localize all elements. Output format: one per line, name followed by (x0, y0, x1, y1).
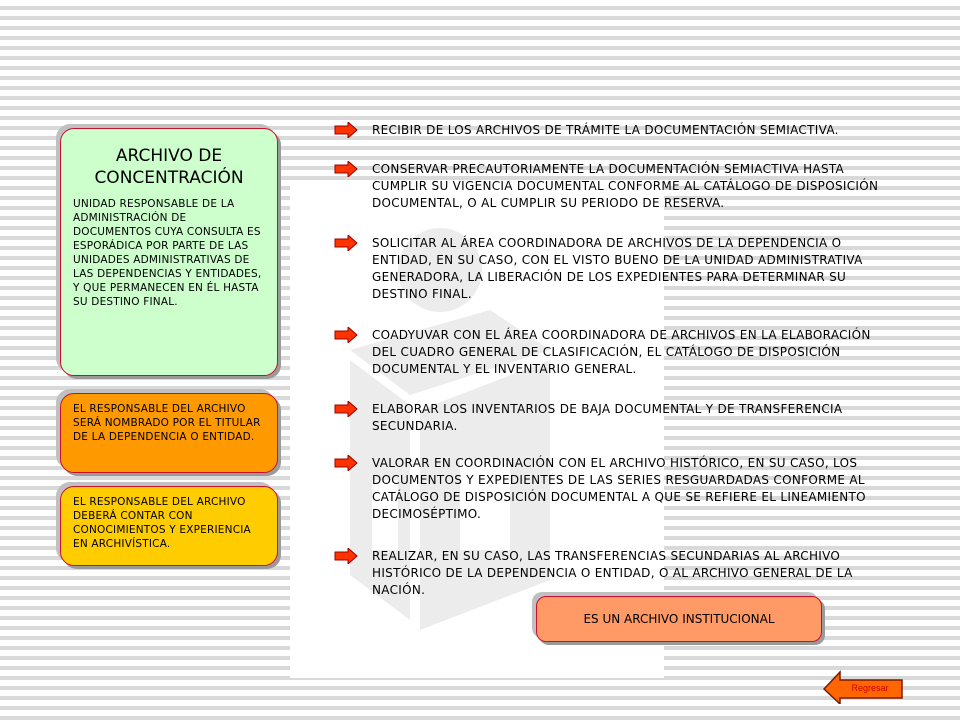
red-arrow-icon (334, 122, 358, 138)
function-item (334, 235, 894, 303)
card-title: ARCHIVO DE CONCENTRACIÓN (94, 146, 244, 188)
red-arrow-icon (334, 401, 358, 417)
function-item (334, 548, 894, 599)
function-text: SOLICITAR AL ÁREA COORDINADORA DE ARCHIVOS DE LA DEPENDENCIA O ENTIDAD, EN SU CASO, CON EL VISTO BUENO DE LA UNIDAD ADMINISTRATIVA GENERADORA, LA LIBERACIÓN DE LOS EXPEDIENTES PARA DETERMINAR SU DESTINO FINAL. (372, 236, 863, 301)
red-arrow-icon (334, 548, 358, 564)
card-description: EL RESPONSABLE DEL ARCHIVO DEBERÁ CONTAR CON CONOCIMIENTOS Y EXPERIENCIA EN ARCHIVÍSTICA. (73, 496, 251, 550)
card-description: EL RESPONSABLE DEL ARCHIVO SERÁ NOMBRADO POR EL TITULAR DE LA DEPENDENCIA O ENTIDAD. (73, 403, 261, 443)
function-item (334, 327, 894, 378)
red-arrow-icon (334, 235, 358, 251)
function-text: REALIZAR, EN SU CASO, LAS TRANSFERENCIAS SECUNDARIAS AL ARCHIVO HISTÓRICO DE LA DEPENDENCIA O ENTIDAD, O AL ARCHIVO GENERAL DE LA NACIÓN. (372, 549, 853, 597)
back-button-label: Regresar (851, 683, 889, 693)
function-text: CONSERVAR PRECAUTORIAMENTE LA DOCUMENTACIÓN SEMIACTIVA HASTA CUMPLIR SU VIGENCIA DOCUMENTAL CONFORME AL CATÁLOGO DE DISPOSICIÓN DOCUMENTAL, O AL CUMPLIR SU PERIODO DE RESERVA. (372, 162, 879, 210)
red-arrow-icon (334, 455, 358, 471)
function-item (334, 455, 894, 523)
concentration-archive-card (60, 128, 278, 376)
responsible-experience-card (60, 486, 278, 566)
red-arrow-icon (334, 161, 358, 177)
function-item (334, 161, 894, 212)
function-text: VALORAR EN COORDINACIÓN CON EL ARCHIVO HISTÓRICO, EN SU CASO, LOS DOCUMENTOS Y EXPEDIENTES DE LAS SERIES RESGUARDADAS CONFORME AL CATÁLOGO DE DISPOSICIÓN DOCUMENTAL A QUE SE REFIERE EL LINEAMIENTO DECIMOSÉPTIMO. (372, 456, 866, 521)
function-item (334, 401, 894, 435)
red-arrow-icon (334, 327, 358, 343)
back-button[interactable] (822, 670, 904, 704)
responsible-appointment-card (60, 393, 278, 473)
function-text: ELABORAR LOS INVENTARIOS DE BAJA DOCUMENTAL Y DE TRANSFERENCIA SECUNDARIA. (372, 402, 843, 433)
function-text: RECIBIR DE LOS ARCHIVOS DE TRÁMITE LA DOCUMENTACIÓN SEMIACTIVA. (372, 123, 839, 137)
function-item (334, 122, 894, 139)
institutional-archive-label: ES UN ARCHIVO INSTITUCIONAL (536, 596, 822, 642)
card-description: UNIDAD RESPONSABLE DE LA ADMINISTRACIÓN DE DOCUMENTOS CUYA CONSULTA ES ESPORÁDICA POR PARTE DE LAS UNIDADES ADMINISTRATIVAS DE LAS DEPENDENCIAS Y ENTIDADES, Y QUE PERMANECEN EN ÉL HASTA SU DESTINO FINAL. (73, 198, 262, 308)
function-text: COADYUVAR CON EL ÁREA COORDINADORA DE ARCHIVOS EN LA ELABORACIÓN DEL CUADRO GENERAL DE CLASIFICACIÓN, EL CATÁLOGO DE DISPOSICIÓN DOCUMENTAL Y EL INVENTARIO GENERAL. (372, 328, 871, 376)
